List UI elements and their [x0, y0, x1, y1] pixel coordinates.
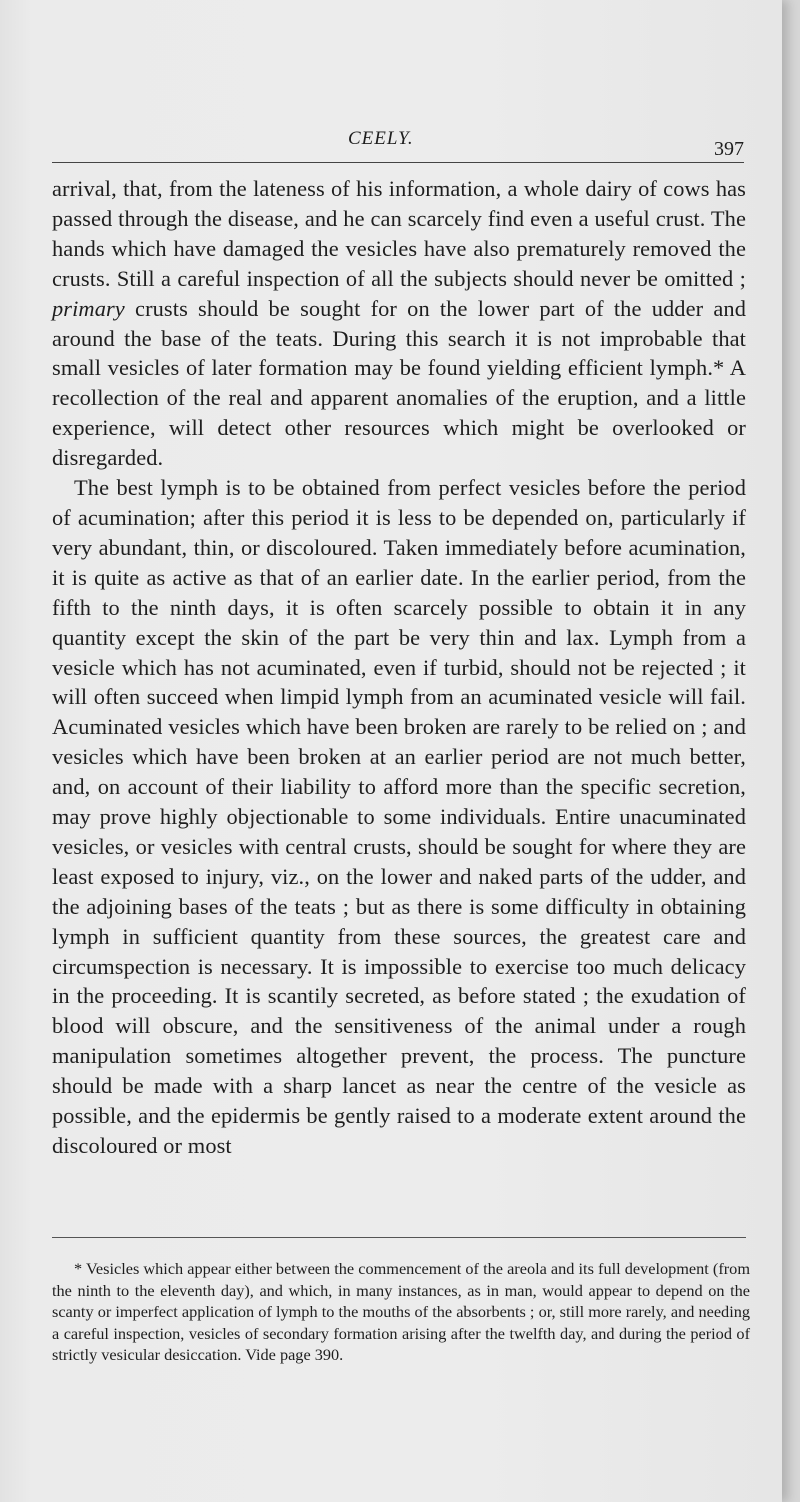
paragraph-1-part-b: crusts should be sought for on the lower part of the udder and around the base of the teats. During this search it is not improbable that small vesicles of later formation may be found yielding efficient lymph.* A recollection of the real and apparent anomalies of the eruption, and a little experience, will detect other resources which might be overlooked or disregarded. [52, 295, 746, 471]
paragraph-1-part-a: arrival, that, from the lateness of his information, a whole dairy of cows has passed through the disease, and he can scarcely find even a useful crust. The hands which have damaged the vesicles have also prematurely removed the crusts. Still a careful inspection of all the subjects should never be omitted ; [52, 176, 746, 291]
page-header [52, 128, 744, 158]
footnote-text: * Vesicles which appear either between the commencement of the areola and its full development (from the ninth to the eleventh day), and which, in many instances, as in man, would appear to depend on the scanty or imperfect application of lymph to the mouths of the absorbents ; or, still more rarely, and needing a careful inspection, vesicles of secondary formation arising after the twelfth day, and during the period of strictly vesicular desiccation. Vide page 390. [52, 1259, 750, 1364]
emphasis-primary: primary [52, 295, 125, 321]
header-rule [52, 162, 744, 163]
main-text [52, 174, 746, 1161]
paragraph-1 [52, 174, 746, 473]
page-number: 397 [714, 138, 744, 160]
footnote [52, 1258, 750, 1366]
footnote-rule [52, 1237, 746, 1238]
paragraph-2: The best lymph is to be obtained from perfect vesicles before the period of acumination; after this period it is less to be depended on, particularly if very abundant, thin, or discoloured. Taken immediately before acumination, it is quite as active as that of an earlier date. In the earlier period, from the fifth to the ninth days, it is often scarcely possible to obtain it in any quantity except the skin of the part be very thin and lax. Lymph from a vesicle which has not acuminated, even if turbid, should not be rejected ; it will often succeed when limpid lymph from an acuminated vesicle will fail. Acuminated vesicles which have been broken are rarely to be relied on ; and vesicles which have been broken at an earlier period are not much better, and, on account of their liability to afford more than the specific secretion, may prove highly objectionable to some individuals. Entire unacuminated vesicles, or vesicles with central crusts, should be sought for where they are least exposed to injury, viz., on the lower and naked parts of the udder, and the adjoining bases of the teats ; but as there is some difficulty in obtaining lymph in sufficient quantity from these sources, the greatest care and circumspection is necessary. It is impossible to exercise too much delicacy in the proceeding. It is scantily secreted, as before stated ; the exudation of blood will obscure, and the sensitiveness of the animal under a rough manipulation sometimes altogether prevent, the process. The puncture should be made with a sharp lancet as near the centre of the vesicle as possible, and the epidermis be gently raised to a moderate extent around the discoloured or most [52, 475, 746, 1158]
running-head: CEELY. [348, 128, 414, 149]
